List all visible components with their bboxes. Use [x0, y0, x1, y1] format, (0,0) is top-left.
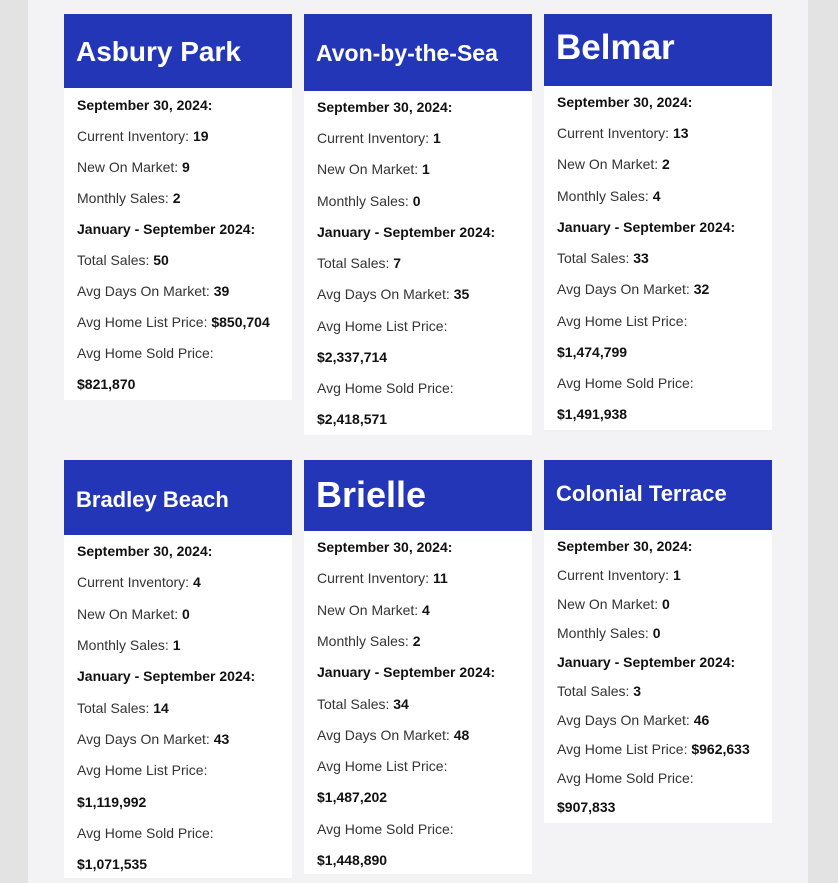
current-inventory-row: Current Inventory: 1	[557, 567, 681, 583]
new-on-market-value: 4	[422, 602, 430, 618]
card-body	[544, 93, 772, 423]
monthly-sales-value: 1	[172, 637, 181, 653]
avg-sold-value: $1,071,535	[77, 856, 148, 872]
current-inventory-value: 11	[432, 570, 448, 586]
new-on-market-row: New On Market: 2	[557, 156, 670, 172]
card-body	[544, 537, 772, 816]
monthly-sales-row: Monthly Sales: 2	[77, 190, 181, 206]
card-body	[304, 98, 532, 428]
avg-list-value: $1,487,202	[317, 789, 388, 805]
current-inventory-value: 19	[192, 128, 209, 144]
section-current-date: September 30, 2024:	[77, 543, 213, 559]
city-card-asbury-park	[64, 14, 292, 400]
total-sales-value: 34	[393, 696, 409, 712]
total-sales-row: Total Sales: 50	[77, 252, 169, 268]
monthly-sales-row: Monthly Sales: 4	[557, 188, 661, 204]
avg-list-row: Avg Home List Price:	[317, 318, 448, 334]
city-card-belmar	[544, 14, 772, 430]
total-sales-row: Total Sales: 14	[77, 700, 169, 716]
avg-sold-row: Avg Home Sold Price:	[557, 375, 694, 391]
section-ytd: January - September 2024:	[557, 219, 736, 235]
monthly-sales-value: 2	[172, 190, 181, 206]
new-on-market-row: New On Market: 4	[317, 602, 430, 618]
monthly-sales-row: Monthly Sales: 1	[77, 637, 181, 653]
current-inventory-row: Current Inventory: 11	[317, 570, 448, 586]
current-inventory-value: 1	[672, 567, 681, 583]
avg-days-row: Avg Days On Market: 32	[557, 281, 710, 297]
total-sales-row: Total Sales: 33	[557, 250, 649, 266]
current-inventory-row: Current Inventory: 4	[77, 574, 201, 590]
new-on-market-row: New On Market: 0	[557, 596, 670, 612]
avg-sold-row: Avg Home Sold Price:	[317, 380, 454, 396]
avg-days-value: 35	[453, 286, 470, 302]
monthly-sales-value: 2	[412, 633, 421, 649]
new-on-market-value: 1	[422, 161, 430, 177]
city-card-brielle	[304, 460, 532, 874]
avg-sold-value: $821,870	[77, 376, 136, 392]
new-on-market-row: New On Market: 0	[77, 606, 190, 622]
current-inventory-value: 4	[192, 574, 201, 590]
avg-days-row: Avg Days On Market: 46	[557, 712, 710, 728]
total-sales-row: Total Sales: 7	[317, 255, 402, 271]
total-sales-value: 14	[153, 700, 169, 716]
avg-list-row: Avg Home List Price:	[557, 313, 688, 329]
new-on-market-value: 0	[182, 606, 190, 622]
city-title: Avon-by-the-Sea	[304, 14, 532, 91]
avg-days-row: Avg Days On Market: 39	[77, 283, 230, 299]
section-ytd: January - September 2024:	[77, 668, 256, 684]
section-current-date: September 30, 2024:	[317, 99, 453, 115]
city-title: Asbury Park	[64, 14, 292, 88]
city-title: Bradley Beach	[64, 460, 292, 535]
city-card-colonial-terrace	[544, 460, 772, 823]
section-ytd: January - September 2024:	[317, 664, 496, 680]
current-inventory-row: Current Inventory: 19	[77, 128, 209, 144]
monthly-sales-row: Monthly Sales: 0	[317, 193, 421, 209]
monthly-sales-value: 0	[652, 625, 661, 641]
new-on-market-row: New On Market: 1	[317, 161, 430, 177]
avg-list-row: Avg Home List Price:	[317, 758, 448, 774]
avg-list-value: $962,633	[691, 741, 750, 757]
city-title: Belmar	[544, 14, 772, 86]
new-on-market-value: 9	[182, 159, 190, 175]
avg-list-row: Avg Home List Price: $962,633	[557, 741, 750, 757]
avg-days-value: 39	[213, 283, 230, 299]
section-current-date: September 30, 2024:	[77, 97, 213, 113]
avg-days-row: Avg Days On Market: 48	[317, 727, 470, 743]
monthly-sales-value: 0	[412, 193, 421, 209]
total-sales-value: 50	[153, 252, 169, 268]
city-title: Colonial Terrace	[544, 460, 772, 530]
total-sales-value: 33	[633, 250, 649, 266]
monthly-sales-value: 4	[652, 188, 661, 204]
avg-sold-value: $1,448,890	[317, 852, 388, 868]
avg-sold-value: $2,418,571	[317, 411, 388, 427]
avg-days-value: 43	[213, 731, 230, 747]
city-title: Brielle	[304, 460, 532, 531]
total-sales-row: Total Sales: 34	[317, 696, 409, 712]
section-current-date: September 30, 2024:	[317, 539, 453, 555]
current-inventory-value: 1	[432, 130, 441, 146]
avg-sold-row: Avg Home Sold Price:	[317, 821, 454, 837]
total-sales-row: Total Sales: 3	[557, 683, 642, 699]
avg-sold-value: $907,833	[557, 799, 616, 815]
avg-sold-row: Avg Home Sold Price:	[77, 825, 214, 841]
avg-days-row: Avg Days On Market: 43	[77, 731, 230, 747]
section-ytd: January - September 2024:	[557, 654, 736, 670]
avg-list-value: $1,474,799	[557, 344, 628, 360]
city-card-bradley-beach	[64, 460, 292, 878]
card-body	[64, 96, 292, 393]
card-body	[304, 538, 532, 869]
avg-list-row: Avg Home List Price: $850,704	[77, 314, 270, 330]
section-current-date: September 30, 2024:	[557, 538, 693, 554]
avg-sold-row: Avg Home Sold Price:	[77, 345, 214, 361]
section-current-date: September 30, 2024:	[557, 94, 693, 110]
avg-days-value: 48	[453, 727, 470, 743]
new-on-market-value: 2	[662, 156, 670, 172]
new-on-market-value: 0	[662, 596, 670, 612]
total-sales-value: 3	[633, 683, 642, 699]
avg-list-value: $2,337,714	[317, 349, 388, 365]
avg-sold-row: Avg Home Sold Price:	[557, 770, 694, 786]
avg-sold-value: $1,491,938	[557, 406, 628, 422]
avg-list-value: $1,119,992	[77, 794, 147, 810]
monthly-sales-row: Monthly Sales: 2	[317, 633, 421, 649]
current-inventory-value: 13	[672, 125, 689, 141]
city-card-avon-by-the-sea	[304, 14, 532, 435]
avg-days-value: 32	[693, 281, 710, 297]
section-ytd: January - September 2024:	[317, 224, 496, 240]
avg-list-value: $850,704	[211, 314, 270, 330]
current-inventory-row: Current Inventory: 13	[557, 125, 689, 141]
avg-days-row: Avg Days On Market: 35	[317, 286, 470, 302]
card-body	[64, 542, 292, 873]
avg-days-value: 46	[693, 712, 710, 728]
current-inventory-row: Current Inventory: 1	[317, 130, 441, 146]
total-sales-value: 7	[393, 255, 402, 271]
report-sheet	[28, 0, 808, 883]
new-on-market-row: New On Market: 9	[77, 159, 190, 175]
monthly-sales-row: Monthly Sales: 0	[557, 625, 661, 641]
section-ytd: January - September 2024:	[77, 221, 256, 237]
avg-list-row: Avg Home List Price:	[77, 762, 208, 778]
